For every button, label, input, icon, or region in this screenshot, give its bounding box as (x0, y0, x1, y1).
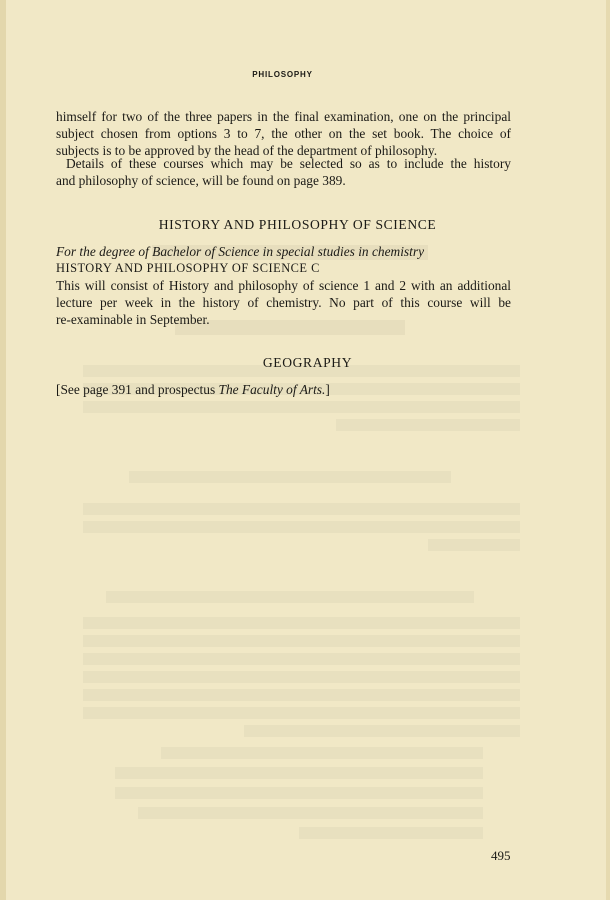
intro-line: himself for two of the three papers in the final examination, one on the principal (56, 109, 511, 124)
course-body-line: re-examinable in September. (56, 312, 210, 327)
details-line: Details of these courses which may be selected so as to include the history (66, 156, 511, 171)
ref-title: The Faculty of Arts. (218, 382, 326, 397)
ref-suffix: ] (325, 382, 330, 397)
details-line: and philosophy of science, will be found on page 389. (56, 173, 346, 188)
page-number: 495 (491, 848, 511, 863)
geography-reference (56, 381, 511, 398)
section-heading-geography: GEOGRAPHY (262, 355, 353, 370)
ref-prefix: [See page 391 and prospectus (56, 382, 219, 397)
course-title: HISTORY AND PHILOSOPHY OF SCIENCE C (56, 261, 320, 275)
geography-ref-line (56, 381, 511, 398)
page-edge-left (0, 0, 6, 900)
intro-paragraph (56, 108, 511, 159)
history-section (56, 243, 511, 328)
course-body-line: This will consist of History and philosophy of science 1 and 2 with an additional (56, 278, 511, 293)
details-paragraph (56, 155, 511, 189)
page-edge-right (606, 0, 610, 900)
section-heading-history: HISTORY AND PHILOSOPHY OF SCIENCE (158, 217, 437, 232)
intro-line: subjects is to be approved by the head of the department of philosophy. (56, 143, 438, 158)
degree-line: For the degree of Bachelor of Science in special studies in chemistry (56, 244, 425, 259)
running-head: PHILOSOPHY (252, 70, 313, 79)
intro-line: subject chosen from options 3 to 7, the other on the set book. The choice of (56, 126, 511, 141)
course-body-line: lecture per week in the history of chemistry. No part of this course will be (56, 295, 511, 310)
